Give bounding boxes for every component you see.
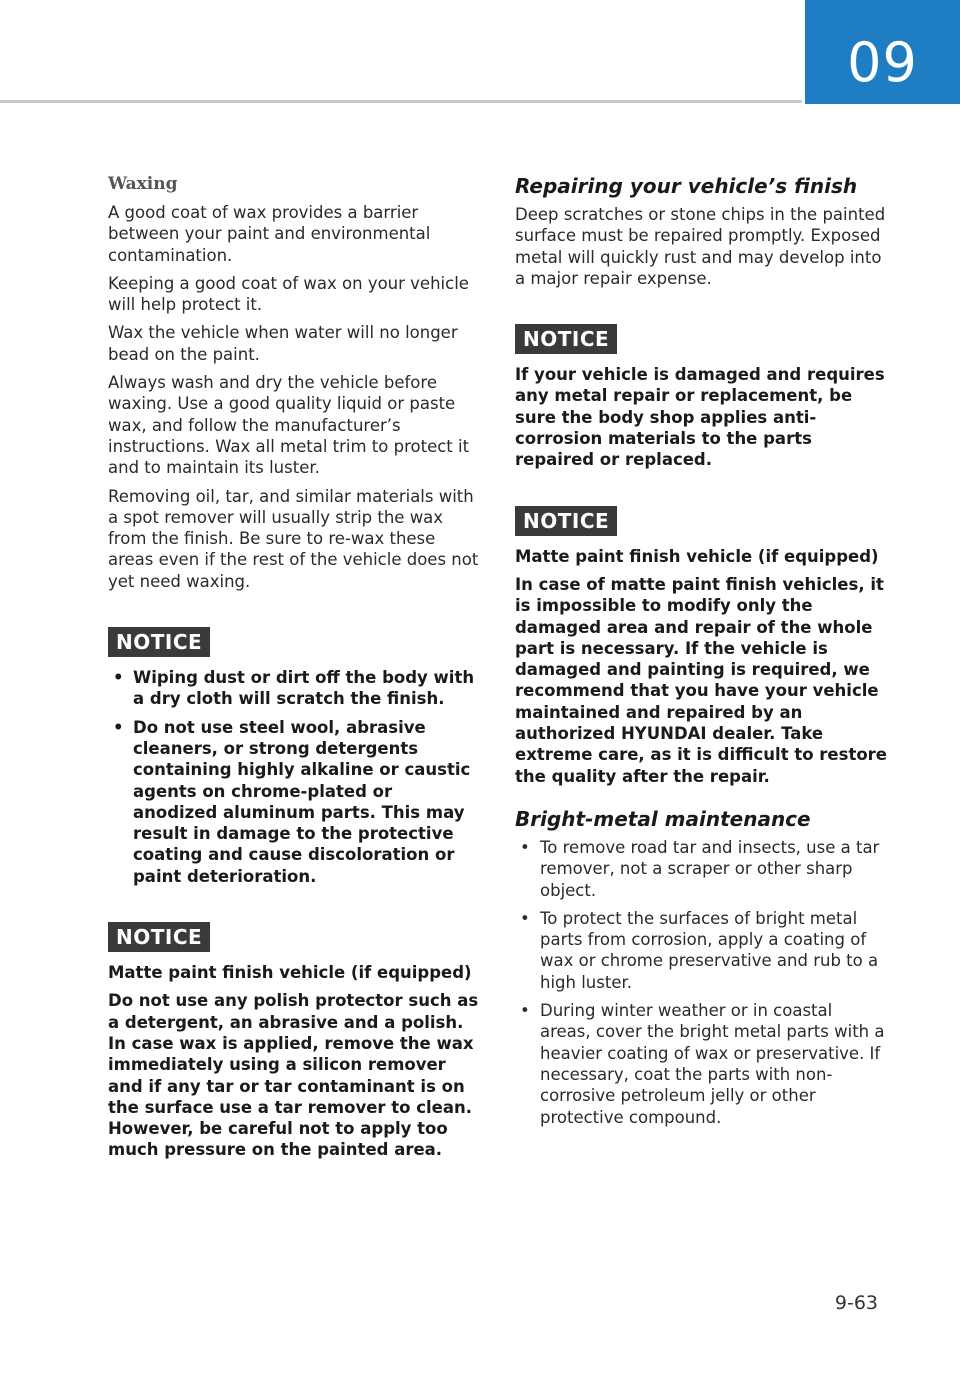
bright-metal-list bbox=[515, 837, 887, 1128]
notice-label: NOTICE bbox=[515, 324, 617, 354]
chapter-number: 09 bbox=[847, 31, 918, 94]
notice-item: • Wiping dust or dirt off the body with a dry cloth will scratch the finish. bbox=[108, 667, 480, 710]
repair-paragraph: Deep scratches or stone chips in the painted surface must be repaired promptly. Exposed metal will quickly rust and may develop into a major repair expense. bbox=[515, 205, 886, 288]
notice-label: NOTICE bbox=[515, 506, 617, 536]
bright-metal-item: • To protect the surfaces of bright metal parts from corrosion, apply a coating of wax or chrome preservative and rub to a high luster. bbox=[515, 908, 887, 993]
notice-label: NOTICE bbox=[108, 922, 210, 952]
notice-title: Matte paint finish vehicle (if equipped) bbox=[515, 546, 879, 566]
notice-box-matte-repair bbox=[515, 478, 887, 787]
bright-metal-item: • During winter weather or in coastal areas, cover the bright metal parts with a heavier coating of wax or preservative. If necessary, coat the parts with non-corrosive petroleum jelly or other protective compound. bbox=[515, 1000, 887, 1128]
notice-item: • Do not use steel wool, abrasive cleaners, or strong detergents containing highly alkaline or caustic agents on chrome-plated or anodized aluminum parts. This may result in damage to the protective coating and cause discoloration or paint deterioration. bbox=[108, 717, 480, 887]
notice-text: If your vehicle is damaged and requires any metal repair or replacement, be sure the body shop applies anti-corrosion materials to the parts repaired or replaced. bbox=[515, 365, 885, 470]
notice-text: Do not use any polish protector such as a detergent, an abrasive and a polish. In case wax is applied, remove the wax immediately using a silicon remover and if any tar or tar contaminant is on the surface use a tar remover to clean. However, be careful not to apply too much pressure on the painted area. bbox=[108, 991, 479, 1160]
waxing-paragraph: Removing oil, tar, and similar materials with a spot remover will usually strip the wax from the finish. Be sure to re-wax these areas even if the rest of the vehicle does not yet need waxing. bbox=[108, 486, 479, 591]
notice-box-cleaning bbox=[108, 599, 480, 887]
waxing-paragraph: Always wash and dry the vehicle before waxing. Use a good quality liquid or paste wax, and follow the manufacturer’s instructions. Wax all metal trim to protect it and to maintain its luster. bbox=[108, 373, 470, 478]
waxing-paragraph: Wax the vehicle when water will no longer bead on the paint. bbox=[108, 323, 458, 364]
chapter-tab bbox=[805, 0, 960, 104]
notice-list bbox=[108, 667, 480, 887]
bright-metal-item: • To remove road tar and insects, use a tar remover, not a scraper or other sharp object. bbox=[515, 837, 887, 901]
bright-metal-heading: Bright-metal maintenance bbox=[515, 806, 811, 831]
repair-heading: Repairing your vehicle’s finish bbox=[515, 174, 858, 198]
waxing-paragraph: Keeping a good coat of wax on your vehicle will help protect it. bbox=[108, 273, 469, 315]
waxing-paragraph: A good coat of wax provides a barrier between your paint and environmental contamination. bbox=[108, 203, 431, 265]
right-column bbox=[515, 174, 887, 1135]
notice-box-matte-wax bbox=[108, 894, 480, 1161]
notice-label: NOTICE bbox=[108, 627, 210, 657]
waxing-heading: Waxing bbox=[108, 174, 178, 194]
notice-text: In case of matte paint finish vehicles, it is impossible to modify only the damaged area and repair of the whole part is necessary. If the vehicle is damaged and painting is required, we recommend that you have your vehicle maintained and repaired by an authorized HYUNDAI dealer. Take extreme care, as it is difficult to restore the quality after the repair. bbox=[515, 574, 887, 786]
header-rule bbox=[0, 100, 802, 103]
page-number: 9-63 bbox=[834, 1292, 878, 1314]
left-column bbox=[108, 174, 480, 1168]
notice-box-metal-repair bbox=[515, 296, 887, 470]
notice-title: Matte paint finish vehicle (if equipped) bbox=[108, 963, 472, 983]
